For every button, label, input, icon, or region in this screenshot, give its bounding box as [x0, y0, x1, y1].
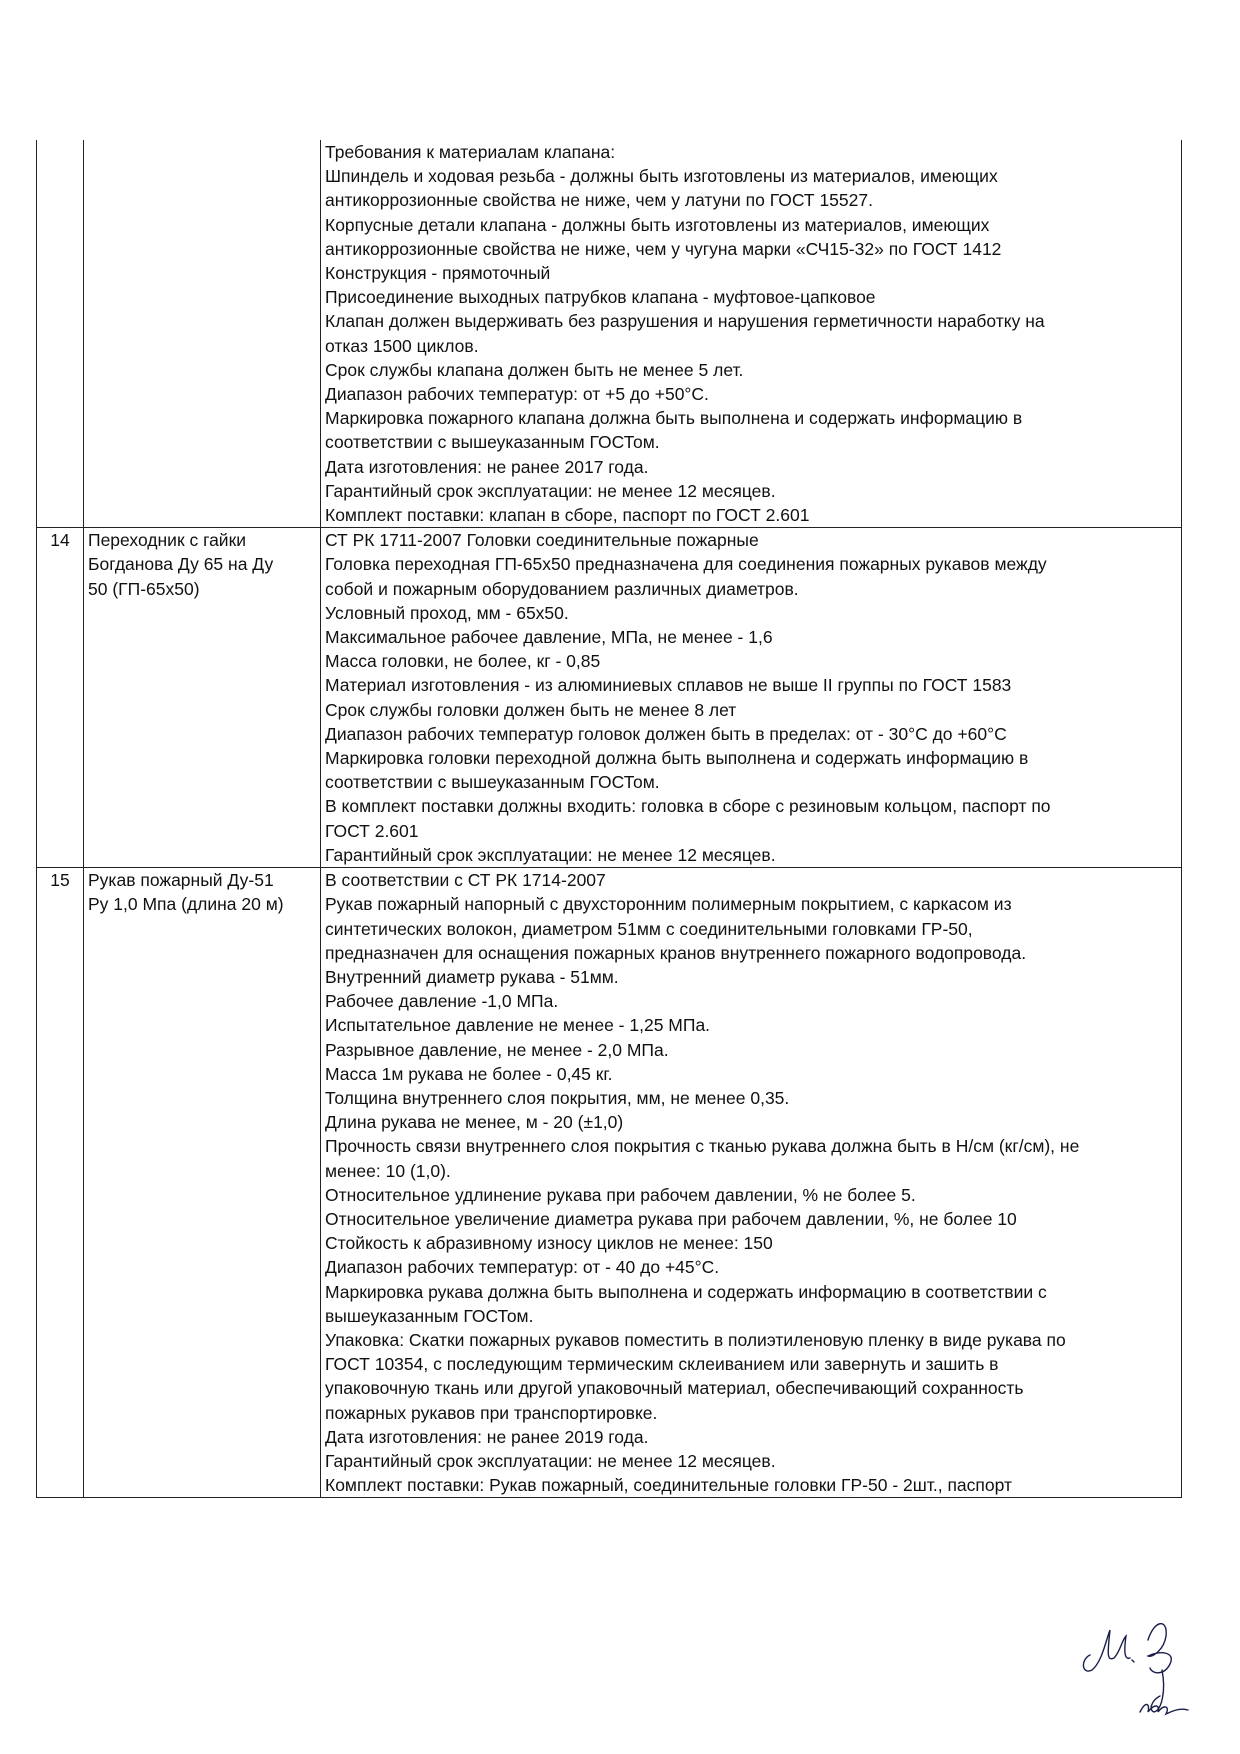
specification-line: В соответствии с СТ РК 1714-2007: [325, 870, 606, 891]
specification-line: Дата изготовления: не ранее 2017 года.: [325, 456, 649, 477]
specification-line: Срок службы клапана должен быть не менее 5 лет.: [325, 359, 744, 380]
item-name-line: Ру 1,0 Мпа (длина 20 м): [88, 894, 284, 915]
specification-line: Дата изготовления: не ранее 2019 года.: [325, 1426, 649, 1447]
table-row: [37, 868, 1182, 1498]
specification-line: Толщина внутреннего слоя покрытия, мм, не менее 0,35.: [325, 1087, 790, 1108]
specification-line: Стойкость к абразивному износу циклов не менее: 150: [325, 1233, 773, 1254]
table-row: [37, 140, 1182, 528]
item-specification: [321, 868, 1182, 1498]
specification-line: Упаковка: Скатки пожарных рукавов поместить в полиэтиленовую пленку в виде рукава по: [325, 1329, 1066, 1350]
table-row: [37, 528, 1182, 868]
specification-line: Материал изготовления - из алюминиевых сплавов не выше II группы по ГОСТ 1583: [325, 675, 1012, 696]
specification-line: Диапазон рабочих температур: от +5 до +50°С.: [325, 384, 709, 405]
specification-line: упаковочную ткань или другой упаковочный материал, обеспечивающий сохранность: [325, 1378, 1024, 1399]
specification-line: Испытательное давление не менее - 1,25 МПа.: [325, 1015, 711, 1036]
specification-line: отказ 1500 циклов.: [325, 335, 479, 356]
specification-line: Маркировка головки переходной должна быть выполнена и содержать информацию в: [325, 748, 1029, 769]
specification-line: Максимальное рабочее давление, МПа, не менее - 1,6: [325, 627, 773, 648]
specification-line: Срок службы головки должен быть не менее 8 лет: [325, 699, 737, 720]
specification-line: Гарантийный срок эксплуатации: не менее 12 месяцев.: [325, 480, 776, 501]
specification-line: Комплект поставки: Рукав пожарный, соединительные головки ГР-50 - 2шт., паспорт: [325, 1475, 1012, 1496]
specification-line: Рабочее давление -1,0 МПа.: [325, 991, 559, 1012]
specification-line: Диапазон рабочих температур: от - 40 до +45°С.: [325, 1257, 720, 1278]
specification-line: Масса 1м рукава не более - 0,45 кг.: [325, 1063, 613, 1084]
handwritten-signature: [1070, 1600, 1210, 1730]
item-name-line: 50 (ГП-65х50): [88, 578, 200, 599]
specification-line: соответствии с вышеуказанным ГОСТом.: [325, 772, 660, 793]
specification-line: ГОСТ 10354, с последующим термическим склеиванием или завернуть и зашить в: [325, 1354, 999, 1375]
specification-line: Прочность связи внутреннего слоя покрытия с тканью рукава должна быть в Н/см (кг/см), не: [325, 1136, 1080, 1157]
specification-line: антикоррозионные свойства не ниже, чем у латуни по ГОСТ 15527.: [325, 190, 873, 211]
item-name-line: Переходник с гайки: [88, 530, 247, 551]
item-name: [84, 528, 321, 868]
specification-line: Внутренний диаметр рукава - 51мм.: [325, 966, 619, 987]
specification-line: собой и пожарным оборудованием различных диаметров.: [325, 578, 799, 599]
specification-line: Длина рукава не менее, м - 20 (±1,0): [325, 1112, 624, 1133]
specification-line: Масса головки, не более, кг - 0,85: [325, 651, 601, 672]
item-name-line: Богданова Ду 65 на Ду: [88, 554, 274, 575]
item-name-line: Рукав пожарный Ду-51: [88, 870, 274, 891]
item-specification: [321, 140, 1182, 528]
specification-line: Относительное удлинение рукава при рабочем давлении, % не более 5.: [325, 1184, 916, 1205]
specification-line: вышеуказанным ГОСТом.: [325, 1305, 534, 1326]
specification-line: пожарных рукавов при транспортировке.: [325, 1402, 658, 1423]
specification-line: Маркировка рукава должна быть выполнена и содержать информацию в соответствии с: [325, 1281, 1047, 1302]
item-name: [84, 868, 321, 1498]
specification-line: Конструкция - прямоточный: [325, 263, 551, 284]
specification-line: Гарантийный срок эксплуатации: не менее 12 месяцев.: [325, 1450, 776, 1471]
specification-line: Условный проход, мм - 65х50.: [325, 602, 569, 623]
specification-line: Относительное увеличение диаметра рукава при рабочем давлении, %, не более 10: [325, 1208, 1017, 1229]
item-name: [84, 140, 321, 528]
specification-line: антикоррозионные свойства не ниже, чем у чугуна марки «СЧ15-32» по ГОСТ 1412: [325, 238, 1002, 259]
specification-line: Головка переходная ГП-65х50 предназначена для соединения пожарных рукавов между: [325, 554, 1047, 575]
specification-table: [36, 140, 1182, 1498]
specification-line: В комплект поставки должны входить: головка в сборе с резиновым кольцом, паспорт по: [325, 796, 1051, 817]
specification-line: Шпиндель и ходовая резьба - должны быть изготовлены из материалов, имеющих: [325, 166, 998, 187]
specification-line: предназначен для оснащения пожарных кранов внутреннего пожарного водопровода.: [325, 942, 1027, 963]
specification-line: соответствии с вышеуказанным ГОСТом.: [325, 432, 660, 453]
specification-line: Комплект поставки: клапан в сборе, паспорт по ГОСТ 2.601: [325, 505, 810, 526]
specification-line: Разрывное давление, не менее - 2,0 МПа.: [325, 1039, 669, 1060]
specification-line: Диапазон рабочих температур головок должен быть в пределах: от - 30°С до +60°С: [325, 723, 1007, 744]
specification-line: ГОСТ 2.601: [325, 820, 419, 841]
specification-line: СТ РК 1711-2007 Головки соединительные пожарные: [325, 530, 759, 551]
specification-line: Рукав пожарный напорный с двухсторонним полимерным покрытием, с каркасом из: [325, 894, 1012, 915]
specification-line: Присоединение выходных патрубков клапана - муфтовое-цапковое: [325, 287, 876, 308]
specification-line: Требования к материалам клапана:: [325, 142, 616, 162]
specification-line: Гарантийный срок эксплуатации: не менее 12 месяцев.: [325, 844, 776, 865]
specification-line: менее: 10 (1,0).: [325, 1160, 451, 1181]
specification-line: синтетических волокон, диаметром 51мм с соединительными головками ГР-50,: [325, 918, 973, 939]
item-specification: [321, 528, 1182, 868]
specification-line: Клапан должен выдерживать без разрушения и нарушения герметичности наработку на: [325, 311, 1045, 332]
specification-line: Корпусные детали клапана - должны быть изготовлены из материалов, имеющих: [325, 214, 990, 235]
row-number: [37, 140, 84, 528]
row-number: 15: [37, 868, 84, 1498]
specification-line: Маркировка пожарного клапана должна быть выполнена и содержать информацию в: [325, 408, 1023, 429]
row-number: 14: [37, 528, 84, 868]
table-body: [37, 140, 1182, 1498]
